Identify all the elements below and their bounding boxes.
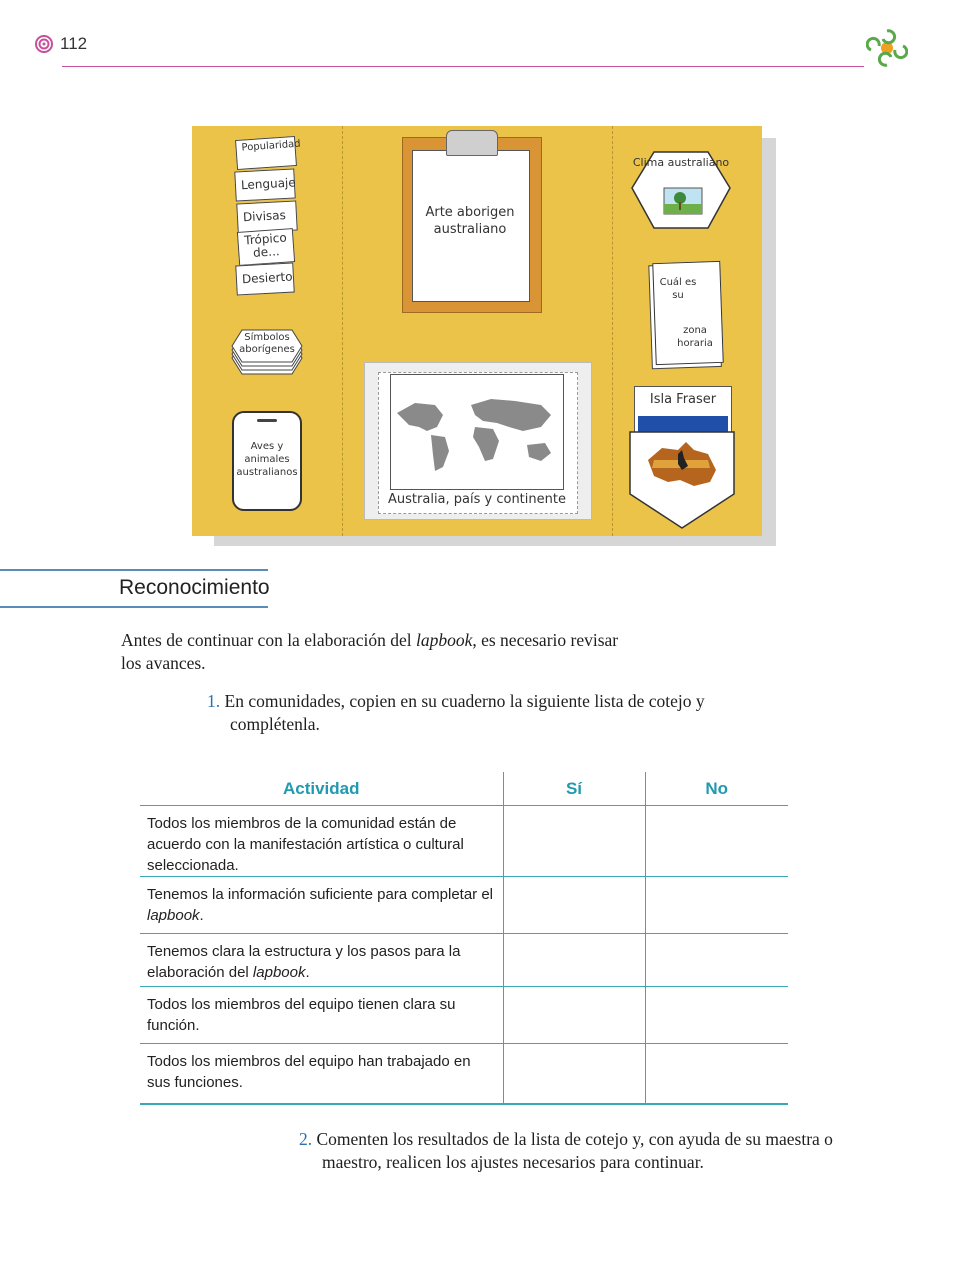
activity-text: Tenemos la información suficiente para completar el <box>147 886 494 903</box>
tab-card-lenguaje: Lenguaje <box>234 168 295 201</box>
tab-card-tropico: Trópico de... <box>237 228 295 266</box>
fold-line-right <box>612 126 613 536</box>
table-header-row <box>140 772 788 806</box>
si-cell <box>503 1044 645 1104</box>
si-cell <box>503 987 645 1044</box>
item-text: En comunidades, copien en su cuaderno la siguiente lista de cotejo y complétenla. <box>224 691 705 734</box>
isla-label: Isla Fraser <box>649 392 717 407</box>
heading-rule-top <box>0 569 268 571</box>
activity-cell <box>140 987 503 1044</box>
zona-top-label: Cuál es su <box>659 277 697 301</box>
logo-icon <box>866 28 908 68</box>
si-cell <box>503 806 645 877</box>
table-row <box>140 987 788 1044</box>
intro-text-before: Antes de continuar con la elaboración del <box>121 630 416 650</box>
si-cell <box>503 934 645 987</box>
world-map-frame <box>390 374 564 490</box>
no-cell <box>645 934 788 987</box>
table-row <box>140 1044 788 1104</box>
column-header-si: Sí <box>503 772 645 806</box>
table-row <box>140 877 788 934</box>
aves-label: Aves y animales australianos <box>236 441 298 478</box>
header-ornament-icon <box>34 34 54 54</box>
map-caption: Australia, país y continente <box>388 492 566 507</box>
activity-cell <box>140 877 503 934</box>
clima-label: Clima australiano <box>632 156 730 169</box>
column-header-no: No <box>645 772 788 806</box>
activity-text: Tenemos clara la estructura y los pasos para la elaboración del <box>147 943 461 981</box>
tab-card-popularidad: Popularidad <box>235 136 297 170</box>
activity-text: Todos los miembros del equipo tienen clara su función. <box>147 996 456 1034</box>
section-title: Reconocimiento <box>119 576 270 599</box>
fold-line-left <box>342 126 343 536</box>
activity-italic: lapbook <box>147 907 200 924</box>
table-row <box>140 806 788 877</box>
intro-text-after: , es necesario revisar los avances. <box>121 630 619 673</box>
clipboard-label: Arte aborigen australiano <box>425 205 515 237</box>
header-rule <box>62 66 864 67</box>
checklist-table <box>140 772 788 1105</box>
zona-bottom-label: zona horaria <box>677 325 713 349</box>
intro-paragraph <box>121 629 641 675</box>
no-cell <box>645 987 788 1044</box>
activity-text: Todos los miembros del equipo han trabajado en sus funciones. <box>147 1053 471 1091</box>
australia-pocket <box>628 430 736 530</box>
activity-text: Todos los miembros de la comunidad están de acuerdo con la manifestación artística o cultural seleccionada. <box>147 815 464 874</box>
instruction-item-2 <box>299 1128 842 1174</box>
item-number: 2. <box>299 1129 313 1149</box>
item-text: Comenten los resultados de la lista de cotejo y, con ayuda de su maestra o maestro, realicen los ajustes necesarios para continuar. <box>316 1129 833 1172</box>
table-row <box>140 934 788 987</box>
no-cell <box>645 806 788 877</box>
item-number: 1. <box>207 691 221 711</box>
heading-rule-bottom <box>0 606 268 608</box>
activity-cell <box>140 1044 503 1104</box>
tab-card-desierto: Desierto <box>235 263 294 296</box>
no-cell <box>645 1044 788 1104</box>
activity-text-after: . <box>199 907 204 924</box>
world-map-icon <box>391 375 563 489</box>
activity-italic: lapbook <box>252 964 306 981</box>
si-cell <box>503 877 645 934</box>
lapbook-illustration <box>192 126 774 548</box>
activity-cell <box>140 806 503 877</box>
page-number: 112 <box>60 34 88 53</box>
activity-cell <box>140 934 503 987</box>
activity-text-after: . <box>305 964 310 981</box>
tab-card-divisas: Divisas <box>236 200 297 233</box>
column-header-actividad: Actividad <box>140 772 503 806</box>
no-cell <box>645 877 788 934</box>
simbolos-label: Símbolos aborígenes <box>239 332 295 355</box>
intro-text-italic: lapbook <box>415 630 473 650</box>
instruction-item-1 <box>207 690 770 736</box>
clipboard-clip-icon <box>446 130 498 156</box>
